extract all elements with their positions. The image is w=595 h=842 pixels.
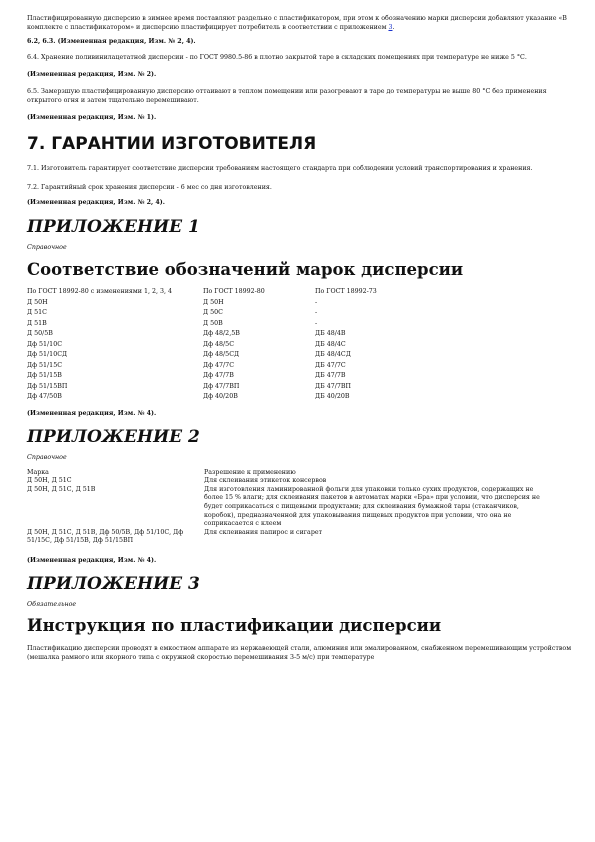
note-appendix-2: (Измененная редакция, Изм. № 4). (27, 556, 157, 564)
column-header: По ГОСТ 18992-80 (203, 288, 265, 296)
note-section-7: (Измененная редакция, Изм. № 2, 4). (27, 199, 165, 207)
table-row: Д 51В Д 50В - (27, 319, 318, 327)
appendix-1-kind: Справочное (27, 244, 67, 252)
paragraph-6-5: 6.5. Замерзшую пластифицированную дисперсию оттаивают в теплом помещении или разогревают в таре до температуры не выше 80 °С без применения открытого огня и затем тщательно перемешивают. (27, 87, 547, 105)
column-header: Марка (27, 468, 49, 476)
appendix-3-link[interactable]: 3 (388, 24, 393, 32)
table-row: Дф 51/10СД Дф 48/5СД ДБ 48/4СД (27, 351, 351, 359)
marks-correspondence-table (27, 287, 377, 403)
table-row: Дф 51/15С Дф 47/7С ДБ 47/7С (27, 361, 346, 369)
usage-permission-table (27, 469, 552, 546)
note-6-2-6-3: 6.2, 6.3. (Измененная редакция, Изм. № 2, 4). (27, 37, 196, 45)
section-7-title: 7. ГАРАНТИИ ИЗГОТОВИТЕЛЯ (27, 134, 317, 155)
appendix-3-kind: Обязательное (27, 600, 77, 608)
table-row: Д 50/5В Дф 48/2,5В ДБ 48/4В (27, 330, 346, 338)
intro-paragraph: Пластифицированную дисперсию в зимнее время поставляют раздельно с пластификатором, при этом к обозначению марки дисперсии добавляют указание «В комплекте с пластификатором» и дисперсию пластифицирует потребитель в соответствии с приложением 3. (27, 15, 567, 32)
column-header: Разрешение к применению (204, 468, 296, 476)
appendix-2-kind: Справочное (27, 453, 67, 461)
column-header: По ГОСТ 18992-73 (315, 288, 377, 296)
table-row: Д 50Н, Д 51С, Д 51В Для изготовления ламинированной фольги для упаковки только сухих продуктов, содержащих не более 15 % влаги; для склеивания пакетов в автоматах марки «Бра» при условии, что дисперсия не будет соприкасаться с пищевыми продуктами; для склеивания бумажной тары (стаканчиков, коробок), предназначенной для упаковывания пищевых продуктов при условии, что она не соприкасается с клеем (27, 485, 540, 528)
note-appendix-1: (Измененная редакция, Изм. № 4). (27, 409, 157, 417)
table-row: Дф 51/15В Дф 47/7В ДБ 47/7В (27, 372, 346, 380)
appendix-2-title: ПРИЛОЖЕНИЕ 2 (27, 426, 200, 447)
note-6-4: (Измененная редакция, Изм. № 2). (27, 70, 157, 78)
table-header-row (27, 469, 552, 478)
table-row: Дф 47/50В Дф 40/20В ДБ 40/20В (27, 393, 350, 401)
appendix-3-title: ПРИЛОЖЕНИЕ 3 (27, 573, 200, 594)
table-row: Д 50Н, Д 51С, Д 51В, Дф 50/5В, Дф 51/10С, Дф 51/15С, Дф 51/15В, Дф 51/15ВП Для склеивания папирос и сигарет (27, 528, 323, 545)
document-page (27, 14, 572, 663)
note-6-5: (Измененная редакция, Изм. № 1). (27, 114, 157, 122)
table-row: Дф 51/15ВП Дф 47/7ВП ДБ 47/7ВП (27, 382, 352, 390)
table-row: Дф 51/10С Дф 48/5С ДБ 48/4С (27, 340, 346, 348)
paragraph-7-1: 7.1. Изготовитель гарантирует соответствие дисперсии требованиям настоящего стандарта при соблюдении условий транспортирования и хранения. (27, 165, 533, 173)
table-row: Д 50Н Д 50Н - (27, 298, 318, 306)
paragraph-6-4: 6.4. Хранение поливинилацетатной дисперсии - по ГОСТ 9980.5-86 в плотно закрытой таре в складских помещениях при температуре не ниже 5 °С. (27, 53, 527, 61)
table-row: Д 51С Д 50С - (27, 309, 318, 317)
appendix-1-title: ПРИЛОЖЕНИЕ 1 (27, 217, 200, 238)
appendix-1-heading: Соответствие обозначений марок дисперсии (27, 260, 464, 280)
appendix-3-heading: Инструкция по пластификации дисперсии (27, 615, 442, 635)
appendix-3-paragraph: Пластификацию дисперсии проводят в емкостном аппарате из нержавеющей стали, алюминия или эмалированном, снабженном перемешивающим устройством (мешалка рамного или якорного типа с окружной скоростью перемешивания 3-5 м/с) при температуре (27, 644, 572, 662)
table-header-row (27, 287, 377, 298)
paragraph-7-2: 7.2. Гарантийный срок хранения дисперсии - 6 мес со дня изготовления. (27, 183, 272, 191)
column-header: По ГОСТ 18992-80 с изменениями 1, 2, 3, 4 (27, 288, 173, 296)
table-row: Д 50Н, Д 51С Для склеивания этикеток консервов (27, 477, 327, 485)
